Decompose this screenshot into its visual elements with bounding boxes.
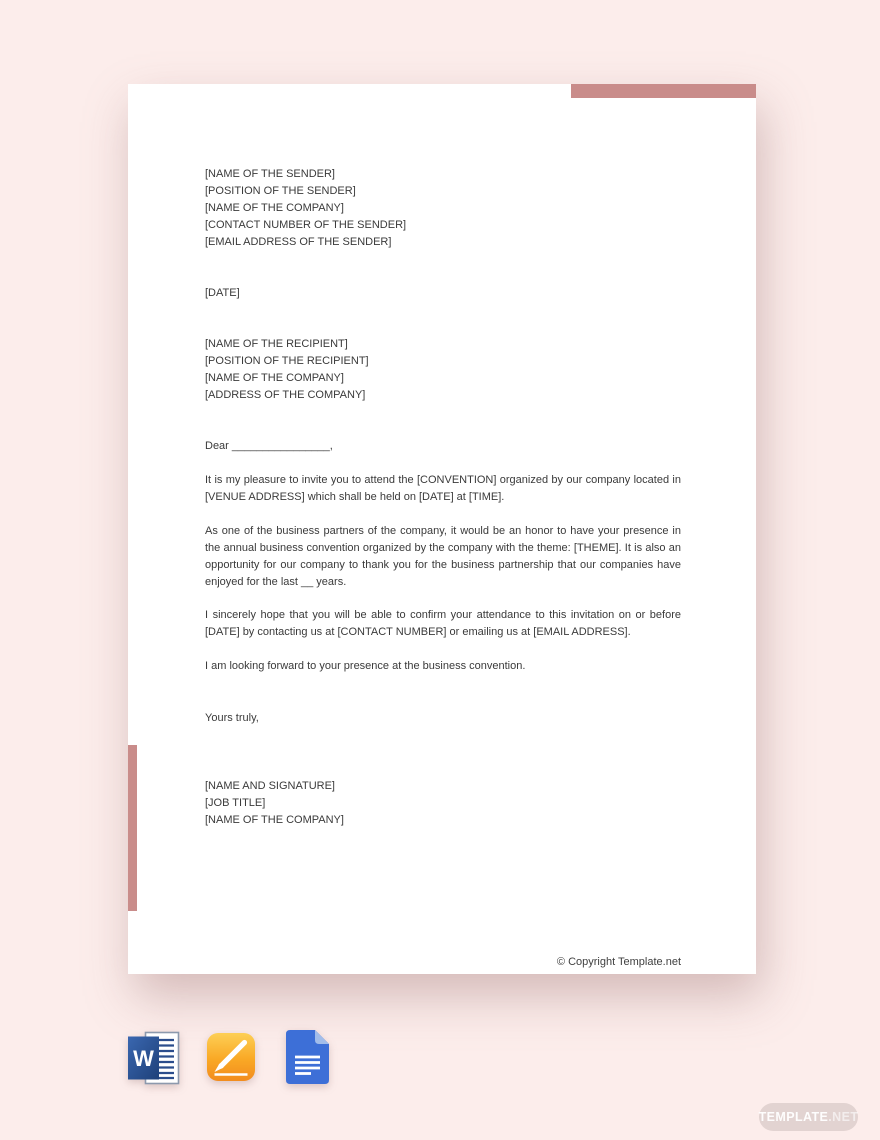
recipient-name: [NAME OF THE RECIPIENT] [205,338,348,350]
complimentary-close: Yours truly, [205,712,259,724]
watermark-bold-text: TEMPLATE [758,1110,829,1124]
docs-folded-corner [315,1030,329,1044]
recipient-company: [NAME OF THE COMPANY] [205,372,344,384]
signature-company: [NAME OF THE COMPANY] [205,814,344,826]
salutation: Dear ________________, [205,440,333,452]
sender-contact-number: [CONTACT NUMBER OF THE SENDER] [205,219,407,231]
body-paragraph-2: As one of the business partners of the company, it would be an honor to have your presence in the annual business convention organized by the company with the theme: [THEME]. It is also an opportunity for our company to thank you for the business partnership that our companies have enjoyed for the last __ years. [205,525,681,588]
sender-email: [EMAIL ADDRESS OF THE SENDER] [205,236,392,248]
recipient-position: [POSITION OF THE RECIPIENT] [205,355,369,367]
google-docs-icon[interactable] [286,1030,329,1084]
body-paragraph-1: It is my pleasure to invite you to attend the [CONVENTION] organized by our company located in [VENUE ADDRESS] which shall be held on [DATE] at [TIME]. [205,474,681,503]
word-letter-glyph: W [133,1046,154,1071]
body-paragraph-3: I sincerely hope that you will be able to confirm your attendance to this invitation on or before [DATE] by contacting us at [CONTACT NUMBER] or emailing us at [EMAIL ADDRESS]. [205,609,681,638]
sender-block [205,84,681,251]
letter-document-page [128,84,756,974]
letter-content [128,84,756,974]
sender-position: [POSITION OF THE SENDER] [205,185,356,197]
body-paragraph-4: I am looking forward to your presence at the business convention. [205,660,526,672]
sender-company: [NAME OF THE COMPANY] [205,202,344,214]
signature-block [205,778,681,829]
watermark-light-text: .NET [828,1110,859,1124]
signature-name: [NAME AND SIGNATURE] [205,780,335,792]
ms-word-icon[interactable] [128,1031,180,1085]
letter-date: [DATE] [205,287,240,299]
signature-job-title: [JOB TITLE] [205,797,266,809]
recipient-company-address: [ADDRESS OF THE COMPANY] [205,389,366,401]
sender-name: [NAME OF THE SENDER] [205,168,335,180]
templatenet-watermark-badge [759,1103,858,1131]
copyright-notice: © Copyright Template.net [556,956,681,968]
format-icons-row [128,1030,329,1085]
apple-pages-icon[interactable] [207,1033,255,1081]
recipient-block [205,336,681,404]
